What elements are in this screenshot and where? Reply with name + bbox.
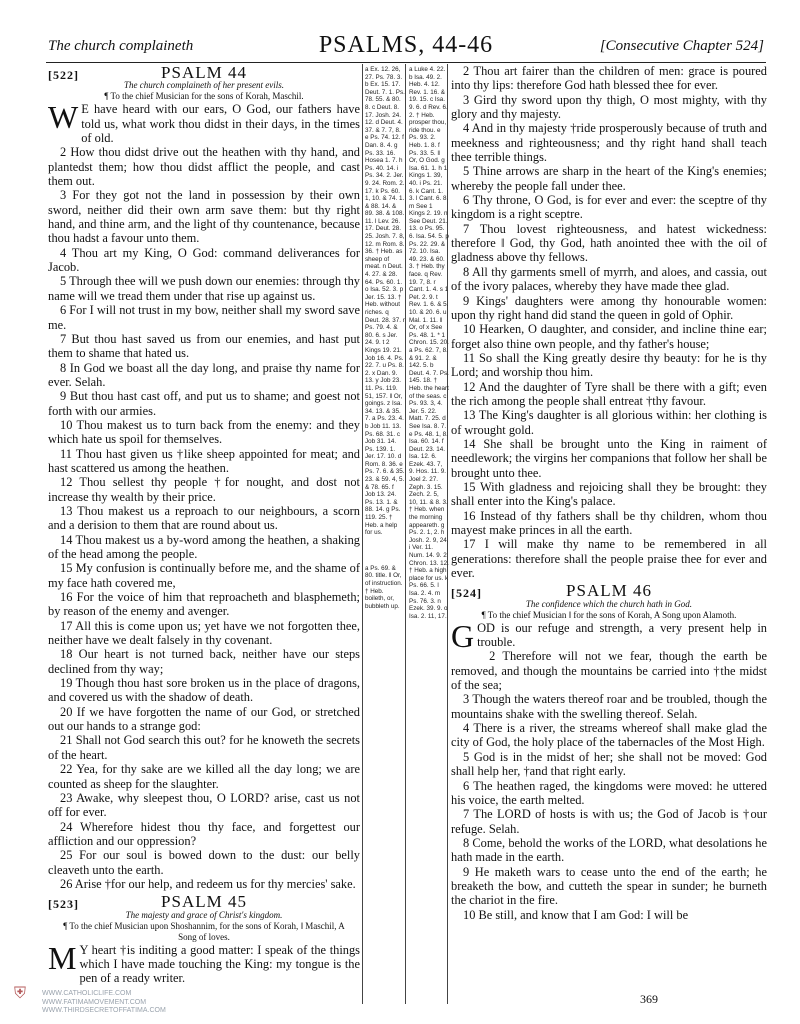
verse: 7 The LORD of hosts is with us; the God of Jacob is †our refuge. Selah. bbox=[451, 807, 767, 836]
cross-references-column bbox=[365, 66, 405, 610]
verse: 5 Through thee will we push down our enemies: through thy name will we tread them under that rise up against us. bbox=[48, 274, 360, 303]
psalm-44-heading bbox=[48, 63, 360, 82]
verse: 5 God is in the midst of her; she shall not be moved: God shall help her, †and that right early. bbox=[451, 749, 767, 779]
psalm-title: PSALM 46 bbox=[566, 581, 652, 601]
column-divider bbox=[362, 64, 363, 1004]
verse: 14 She shall be brought unto the King in raiment of needlework; the virgins her companions that follow her shall be brought unto thee. bbox=[451, 436, 767, 480]
page-number: 369 bbox=[640, 992, 658, 1006]
shield-logo-icon: ⛨ bbox=[14, 985, 27, 1002]
verse: 4 Thou art my King, O God: command deliverances for Jacob. bbox=[48, 245, 360, 275]
verse: 11 So shall the King greatly desire thy beauty: for he is thy Lord; and worship thou him. bbox=[451, 350, 767, 380]
verse: 18 Our heart is not turned back, neither have our steps declined from thy way; bbox=[48, 647, 360, 676]
verse: 8 Come, behold the works of the LORD, what desolations he hath made in the earth. bbox=[451, 835, 767, 865]
verse: 22 Yea, for thy sake are we killed all the day long; we are counted as sheep for the slaughter. bbox=[48, 762, 360, 791]
cross-references: a Ex. 12. 26, 27. Ps. 78. 3. b Ex. 15. 17. Deut. 7. 1. Ps. 78. 55. & 80. 8. c Deut. 8. 17. Josh. 24. 12. d Deut. 4. 37. & 7. 7, 8. e Ps. 74. 12. f Dan. 8. 4. g Ps. 33. 16. Hosea 1. 7. h Ps. 40. 14. i Ps. 34. 2. Jer. 9. 24. Rom. 2. 17. k Ps. 60. 1, 10. & 74. 1. & 88. 14. & 89. 38. & 108. 11. l Lev. 26. 17. Deut. 28. 25. Josh. 7. 8, 12. m Rom. 8. 36. † Heb. as sheep of meat. n Deut. 4. 27. & 28. 64. Ps. 60. 1. o Isa. 52. 3. p Jer. 15. 13. † Heb. without riches. q Deut. 28. 37. r Ps. 79. 4. & 80. 6. s Jer. 24. 9. t 2 Kings 19. 21. Job 16. 4. Ps. 22. 7. u Ps. 8. 2. x Dan. 9. 13. y Job 23. 11. Ps. 119. 51, 157. ‖ Or, goings. z Isa. 34. 13. & 35. 7. a Ps. 23. 4. b Job 11. 13. Ps. 68. 31. c Job 31. 14. Ps. 139. 1. Jer. 17. 10. d Rom. 8. 36. e Ps. 7. 6. & 35. 23. & 59. 4, 5. & 78. 65. f Job 13. 24. Ps. 13. 1. & 88. 14. g Ps. 119. 25. † Heb. a help for us. bbox=[365, 66, 405, 537]
drop-cap: G bbox=[451, 617, 475, 654]
column-divider bbox=[405, 64, 406, 1004]
drop-cap: M bbox=[48, 939, 77, 976]
verse: 12 Thou sellest thy people †for nought, and dost not increase thy wealth by their price. bbox=[48, 475, 360, 504]
verse: 16 Instead of thy fathers shall be thy children, whom thou mayest make princes in all the earth. bbox=[451, 508, 767, 537]
verse: 7 Thou lovest righteousness, and hatest wickedness: therefore ‖ God, thy God, hath anointed thee with the oil of gladness above thy fellows. bbox=[451, 221, 767, 265]
verse: 3 Gird thy sword upon thy thigh, O most mighty, with thy glory and thy majesty. bbox=[451, 92, 767, 122]
chapter-label: [Consecutive Chapter 524] bbox=[599, 38, 764, 54]
verse: 17 All this is come upon us; yet have we not forgotten thee, neither have we dealt falsely in thy covenant. bbox=[48, 618, 360, 648]
psalm-46-heading bbox=[451, 581, 767, 601]
cross-references-column bbox=[409, 66, 449, 620]
verse: 13 Thou makest us a reproach to our neighbours, a scorn and a derision to them that are round about us. bbox=[48, 503, 360, 533]
page-title: PSALMS, 44-46 bbox=[318, 32, 494, 58]
cross-references: a Ps. 69. & 80. title. ‖ Or, of instruction. † Heb. boileth, or, bubbleth up. bbox=[365, 564, 403, 610]
verse: 24 Wherefore hidest thou thy face, and forgettest our affliction and our oppression? bbox=[48, 819, 360, 848]
verse: 21 Shall not God search this out? for he knoweth the secrets of the heart. bbox=[48, 733, 360, 762]
verse: 9 Kings' daughters were among thy honourable women: upon thy right hand did stand the queen in gold of Ophir. bbox=[451, 293, 767, 322]
verse: 2 Therefore will not we fear, though the earth be removed, and though the mountains be carried into †the midst of the sea; bbox=[451, 649, 767, 693]
verse: 4 There is a river, the streams whereof shall make glad the city of God, the holy place of the tabernacles of the Most High. bbox=[451, 721, 767, 750]
footer-link[interactable]: WWW.FATIMAMOVEMENT.COM bbox=[42, 998, 147, 1006]
verse: 2 How thou didst drive out the heathen with thy hand, and plantedst them; how thou didst afflict the people, and cast them out. bbox=[48, 145, 360, 189]
verse: 10 Thou makest us to turn back from the enemy: and they which hate us spoil for themselves. bbox=[48, 417, 360, 447]
verse: 16 For the voice of him that reproacheth and blasphemeth; by reason of the enemy and avenger. bbox=[48, 590, 360, 619]
psalm-subtitle: The majesty and grace of Christ's kingdom. bbox=[125, 909, 283, 920]
verse: 9 He maketh wars to cease unto the end of the earth; he breaketh the bow, and cutteth the spear in sunder; he burneth the chariot in the fire. bbox=[451, 864, 767, 908]
verse: 19 Though thou hast sore broken us in the place of dragons, and covered us with the shadow of death. bbox=[48, 676, 360, 705]
verse: M Y heart †is inditing a good matter: I speak of the things which I have made touching the King: my tongue is the pen of a ready writer. bbox=[48, 939, 360, 986]
verse: 9 But thou hast cast off, and put us to shame; and goest not forth with our armies. bbox=[48, 389, 360, 418]
psalm-number: [522] bbox=[48, 68, 79, 82]
verse: 17 I will make thy name to be remembered in all generations: therefore shall the people praise thee for ever and ever. bbox=[451, 537, 767, 581]
verse: 15 My confusion is continually before me, and the shame of my face hath covered me, bbox=[48, 561, 360, 590]
verse: 6 Thy throne, O God, is for ever and ever: the sceptre of thy kingdom is a right sceptre. bbox=[451, 193, 767, 222]
footer-link[interactable]: WWW.CATHOLICLIFE.COM bbox=[42, 990, 132, 997]
right-column bbox=[451, 64, 767, 922]
verse: GOD is our refuge and strength, a very present help in trouble. bbox=[451, 617, 767, 654]
verse: 10 Hearken, O daughter, and consider, and incline thine ear; forget also thine own people, and thy father's house; bbox=[451, 322, 767, 351]
verse: 6 The heathen raged, the kingdoms were moved: he uttered his voice, the earth melted. bbox=[451, 778, 767, 807]
verse: 13 The King's daughter is all glorious within: her clothing is of wrought gold. bbox=[451, 408, 767, 437]
verse: 14 Thou makest us a by-word among the heathen, a shaking of the head among the people. bbox=[48, 532, 360, 561]
drop-cap: W bbox=[48, 99, 79, 136]
psalm-instruction: ¶ To the chief Musician for the sons of Korah, Maschil. bbox=[104, 91, 304, 102]
psalm-number: [523] bbox=[48, 897, 79, 912]
verse: 8 All thy garments smell of myrrh, and aloes, and cassia, out of the ivory palaces, whereby they have made thee glad. bbox=[451, 264, 767, 294]
psalm-subtitle: The confidence which the church hath in God. bbox=[525, 598, 693, 609]
footer-link[interactable]: WWW.THIRDSECRETOFFATIMA.COM bbox=[42, 1007, 166, 1014]
psalm-title: PSALM 45 bbox=[161, 892, 247, 912]
verse: 10 Be still, and know that I am God: I will be bbox=[463, 907, 689, 922]
verse: 12 And the daughter of Tyre shall be there with a gift; even the rich among the people shall entreat †thy favour. bbox=[451, 379, 767, 408]
verse: 8 In God we boast all the day long, and praise thy name for ever. Selah. bbox=[48, 360, 360, 389]
running-header bbox=[46, 30, 766, 63]
psalm-number: [524] bbox=[451, 586, 482, 601]
psalm-subtitle: The church complaineth of her present evils. bbox=[123, 80, 285, 91]
verse: 3 Though the waters thereof roar and be troubled, though the mountains shake with the swelling thereof. Selah. bbox=[451, 692, 767, 721]
verse: 20 If we have forgotten the name of our God, or stretched out our hands to a strange god: bbox=[48, 704, 360, 734]
verse: 25 For our soul is bowed down to the dust: our belly cleaveth unto the earth. bbox=[48, 848, 360, 877]
psalm-title: PSALM 44 bbox=[161, 63, 247, 82]
verse: 11 Thou hast given us †like sheep appointed for meat; and hast scattered us among the heathen. bbox=[48, 446, 360, 475]
verse: 4 And in thy majesty †ride prosperously because of truth and meekness and righteousness; and thy right hand shall teach thee terrible things. bbox=[451, 121, 767, 165]
verse: 6 For I will not trust in my bow, neither shall my sword save me. bbox=[48, 303, 360, 332]
verse: 7 But thou hast saved us from our enemies, and hast put them to shame that hated us. bbox=[48, 331, 360, 361]
verse: 3 For they got not the land in possession by their own sword, neither did their own arm save them: but thy right hand, and thine arm, and the light of thy countenance, because thou hadst a favour unto them. bbox=[48, 188, 360, 246]
verse: 15 With gladness and rejoicing shall they be brought: they shall enter into the King's palace. bbox=[451, 479, 767, 509]
psalm-instruction: ¶ To the chief Musician upon Shoshannim, for the sons of Korah, ‖ Maschil, A Song of loves. bbox=[63, 920, 345, 942]
psalm-45-heading bbox=[48, 892, 360, 912]
verse: 5 Thine arrows are sharp in the heart of the King's enemies; whereby the people fall under thee. bbox=[451, 164, 767, 193]
verse: 2 Thou art fairer than the children of men: grace is poured into thy lips: therefore God hath blessed thee for ever. bbox=[451, 64, 767, 93]
verse: 26 Arise †for our help, and redeem us for thy mercies' sake. bbox=[60, 876, 356, 891]
left-column bbox=[48, 64, 360, 986]
psalm-instruction: ¶ To the chief Musician ‖ for the sons of Korah, A Song upon Alamoth. bbox=[481, 609, 737, 620]
cross-references: a Luke 4. 22. b Isa. 49. 2. Heb. 4. 12. Rev. 1. 16. & 19. 15. c Isa. 9. 6. d Rev. 6. 2. † Heb. prosper thou, ride thou. e Ps. 93. 2. Heb. 1. 8. f Ps. 33. 5. ‖ Or, O God. g Isa. 61. 1. h 1 Kings 1. 39, 40. i Ps. 21. 6. k Cant. 1. 3. l Cant. 6. 8. m See 1 Kings 2. 19. n See Deut. 21. 13. o Ps. 95. 6. Isa. 54. 5. p Ps. 22. 29. & 72. 10. Isa. 49. 23. & 60. 3. † Heb. thy face. q Rev. 19. 7, 8. r Cant. 1. 4. s 1 Pet. 2. 9. t Rev. 1. 6. & 5. 10. & 20. 6. u Mal. 1. 11. ‖ Or, of x See Ps. 48. 1. * 1 Chron. 15. 20. a Ps. 62. 7, 8. & 91. 2. & 142. 5. b Deut. 4. 7. Ps. 145. 18. † Heb. the heart of the seas. c Ps. 93. 3, 4. Jer. 5. 22. Matt. 7. 25. d See Isa. 8. 7. e Ps. 48. 1, 8. Isa. 60. 14. f Deut. 23. 14. Isa. 12. 6. Ezek. 43. 7, 9. Hos. 11. 9. Joel 2. 27. Zeph. 3. 15. Zech. 2. 5, 10, 11. & 8. 3. † Heb. when the morning appeareth. g Ps. 2. 1, 2. h Josh. 2. 9, 24. i Ver. 11. Num. 14. 9. 2 Chron. 13. 12. † Heb. a high place for us. k Ps. 66. 5. l Isa. 2. 4. m Ps. 76. 3. n Ezek. 39. 9. o Isa. 2. 11, 17. bbox=[409, 66, 449, 620]
running-head-left: The church complaineth bbox=[48, 38, 194, 54]
verse: W E have heard with our ears, O God, our fathers have told us, what work thou didst in their days, in the times of old. bbox=[48, 99, 360, 146]
verse: 23 Awake, why sleepest thou, O LORD? arise, cast us not off for ever. bbox=[48, 790, 360, 820]
